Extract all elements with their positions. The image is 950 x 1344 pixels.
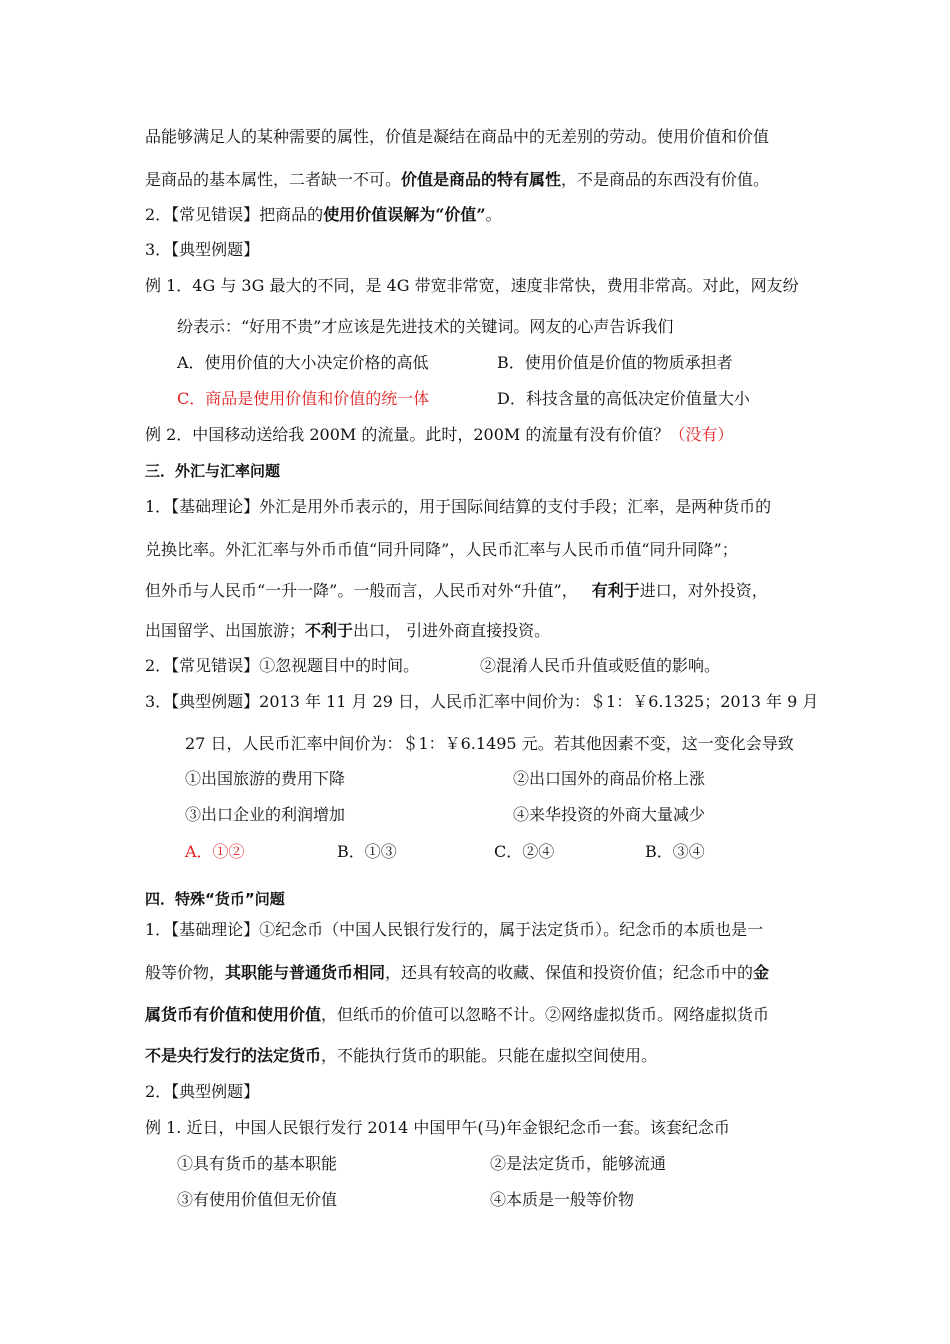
text-run: 2．【常见错误】把商品的 — [145, 205, 324, 224]
statement-3: ③有使用价值但无价值 — [177, 1190, 338, 1209]
text-run: 出国留学、出国旅游； — [145, 621, 306, 640]
example-question: 例 1．4G 与 3G 最大的不同，是 4G 带宽非常宽，速度非常快，费用非常高。对此，网友纷 — [145, 276, 799, 295]
paragraph-line: 1．【基础理论】①纪念币（中国人民银行发行的，属于法定货币）。纪念币的本质也是一 — [145, 920, 764, 939]
text-run: 出口， 引进外商直接投资。 — [353, 621, 551, 640]
choice-d: B．③④ — [645, 842, 705, 861]
text-run: ，但纸币的价值可以忽略不计。②网络虚拟货币。网络虚拟货币 — [321, 1005, 770, 1024]
example-heading: 3．【典型例题】 — [145, 240, 260, 259]
statement-1: ①出国旅游的费用下降 — [185, 769, 346, 788]
choice-c: C．②④ — [494, 842, 555, 861]
option-c-answer: C．商品是使用价值和价值的统一体 — [177, 389, 430, 408]
text-run: ，还具有较高的收藏、保值和投资价值；纪念币中的 — [385, 963, 754, 982]
option-a: A．使用价值的大小决定价格的高低 — [177, 353, 429, 372]
text-run: 般等价物， — [145, 963, 226, 982]
paragraph-line: 兑换比率。外汇汇率与外币币值“同升同降”，人民币汇率与人民币币值“同升同降”； — [145, 540, 738, 559]
bold-text: 有利于 — [591, 581, 640, 600]
common-error-item: ②混淆人民币升值或贬值的影响。 — [480, 656, 721, 675]
option-d: D．科技含量的高低决定价值量大小 — [497, 389, 750, 408]
example-question: 27 日，人民币汇率中间价为：＄1：￥6.1495 元。若其他因素不变，这一变化会导致 — [185, 734, 794, 753]
statement-1: ①具有货币的基本职能 — [177, 1154, 338, 1173]
text-run: ，不能执行货币的职能。只能在虚拟空间使用。 — [321, 1046, 658, 1065]
statement-2: ②是法定货币，能够流通 — [490, 1154, 667, 1173]
statement-4: ④本质是一般等价物 — [490, 1190, 635, 1209]
example-question: 例 1. 近日，中国人民银行发行 2014 中国甲午(马)年金银纪念币一套。该套纪念币 — [145, 1118, 730, 1137]
example-question: 3．【典型例题】2013 年 11 月 29 日，人民币汇率中间价为：＄1：￥6.1325；2013 年 9 月 — [145, 692, 819, 711]
paragraph-line — [145, 169, 769, 191]
text-run: 。 — [485, 205, 502, 224]
text-run: 例 2．中国移动送给我 200M 的流量。此时，200M 的流量有没有价值？ — [145, 425, 670, 444]
paragraph-line — [145, 1045, 657, 1067]
statement-2: ②出口国外的商品价格上涨 — [513, 769, 706, 788]
bold-text: 金 — [753, 963, 770, 982]
bold-text: 不利于 — [305, 621, 354, 640]
example-question — [145, 424, 733, 446]
choice-a-answer: A．①② — [185, 842, 245, 861]
section-title: 三．外汇与汇率问题 — [145, 462, 281, 480]
statement-3: ③出口企业的利润增加 — [185, 805, 346, 824]
common-error-item: 2．【常见错误】①忽视题目中的时间。 — [145, 656, 420, 675]
paragraph-line — [145, 580, 768, 602]
text-run: 是商品的基本属性，二者缺一不可。 — [145, 170, 402, 189]
example-heading: 2．【典型例题】 — [145, 1082, 260, 1101]
example-question: 纷表示：“好用不贵”才应该是先进技术的关键词。网友的心声告诉我们 — [177, 317, 674, 336]
paragraph-line — [145, 962, 769, 984]
section-title: 四．特殊“货币”问题 — [145, 890, 285, 908]
text-run: 但外币与人民币“一升一降”。一般而言，人民币对外“升值”， — [145, 581, 578, 600]
common-error-item — [145, 204, 502, 226]
text-run: 进口，对外投资， — [639, 581, 768, 600]
bold-text: 不是央行发行的法定货币 — [145, 1046, 322, 1065]
bold-text: 使用价值误解为“价值” — [323, 205, 486, 224]
paragraph-line: 1．【基础理论】外汇是用外币表示的，用于国际间结算的支付手段；汇率，是两种货币的 — [145, 497, 772, 516]
option-b: B．使用价值是价值的物质承担者 — [497, 353, 733, 372]
statement-4: ④来华投资的外商大量减少 — [513, 805, 706, 824]
bold-text: 其职能与普通货币相同 — [225, 963, 386, 982]
text-run: ，不是商品的东西没有价值。 — [561, 170, 770, 189]
paragraph-line — [145, 1004, 769, 1026]
answer-text: （没有） — [669, 425, 734, 444]
paragraph-line: 品能够满足人的某种需要的属性，价值是凝结在商品中的无差别的劳动。使用价值和价值 — [145, 127, 770, 146]
choice-b: B．①③ — [337, 842, 397, 861]
bold-text: 属货币有价值和使用价值 — [145, 1005, 322, 1024]
paragraph-line — [145, 620, 550, 642]
bold-text: 价值是商品的特有属性 — [401, 170, 562, 189]
